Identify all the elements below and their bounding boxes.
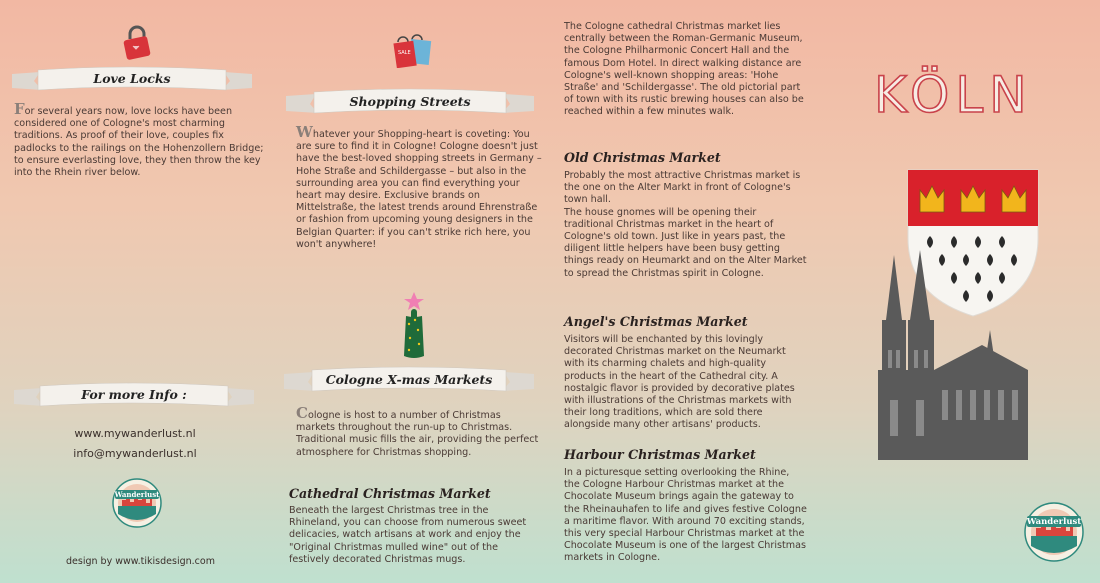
love-locks-body: or several years now, love locks have been considered one of Cologne's most charming traditions. As proof of their love, couples fix padlocks to the railings on the Hohenzollern Bridge; to ensure everlasting love, they then throw the key into the Rhein river below. — [14, 106, 264, 179]
love-locks-title: Love Locks — [93, 71, 171, 86]
xmas-body: ologne is host to a number of Christmas markets throughout the run-up to Christmas. Traditional music fills the air, providing the perfect atmosphere for Christmas shopping. — [296, 410, 539, 458]
logo-text: Wanderlust — [114, 490, 160, 499]
cathedral-illustration — [872, 250, 1032, 465]
love-locks-dropcap: F — [14, 100, 25, 118]
shopping-body: hatever your Shopping-heart is coveting: You are sure to find it in Cologne! Cologne doesn't just have the best-loved shopping streets in Germany – Hohe Straße and Schildergasse – but also in the surrounding area you can find everything your heart may desire. Exclusive brands on Mittelstraße, the latest trends around Ehrenstraße or fashion from upcoming young designers in the Belgian Quarter: if you can't strike rich here, you won't anywhere! — [296, 129, 542, 250]
old-market-title: Old Christmas Market — [564, 150, 721, 165]
angel-text: Visitors will be enchanted by this lovingly decorated Christmas market on the Neumarkt with its charming chalets and high-quality products in the heart of the Cathedral city. A nostalgic flavor is provided by decorative plates with illustrations of the Christmas markets with their long traditions, which are sold there alongside many other artisans' products. — [564, 334, 795, 431]
harbour-text: In a picturesque setting overlooking the Rhine, the Cologne Harbour Christmas market at the Chocolate Museum brings again the gateway to the Rheinauhafen to life and gives festive Cologne a maritime flavor. With around 70 exciting stands, this very special Harbour Christmas market at the Chocolate Museum is one of the largest Christmas markets in Cologne. — [564, 467, 807, 564]
email-link[interactable]: info@mywanderlust.nl — [73, 447, 197, 460]
more-info-ribbon — [14, 382, 254, 410]
love-locks-ribbon — [12, 66, 252, 94]
christmas-tree-icon — [398, 290, 430, 362]
shopping-dropcap: W — [296, 123, 313, 141]
shopping-text — [296, 123, 542, 251]
xmas-title: Cologne X-mas Markets — [325, 372, 493, 387]
wanderlust-logo — [112, 478, 162, 528]
more-info-title: For more Info : — [81, 387, 187, 402]
old-market-text: Probably the most attractive Christmas market is the one on the Alter Markt in front of Cologne's town hall. The house gnomes will be opening their traditional Christmas market in the heart of Cologne's old town. Just like in years past, the diligent little helpers have been busy getting things ready on Heumarkt and on the Alter Market to spread the Christmas spirit in Cologne. — [564, 170, 807, 279]
cathedral-text: Beneath the largest Christmas tree in the Rhineland, you can choose from numerous sweet delicacies, watch artisans at work and enjoy the "Original Christmas mulled wine" out of the festively decorated Christmas mugs. — [289, 505, 527, 565]
angel-title: Angel's Christmas Market — [564, 314, 748, 329]
xmas-dropcap: C — [296, 404, 308, 422]
cathedral-continued-text: The Cologne cathedral Christmas market lies centrally between the Roman-Germanic Museum, the Cologne Philharmonic Concert Hall and the famous Dom Hotel. In direct walking distance are Cologne's well-known shopping areas: 'Hohe Straße' and 'Schildergasse'. The old pictorial part of town with its rustic brewing houses can also be reached within a few minutes walk. — [564, 21, 804, 118]
cathedral-title: Cathedral Christmas Market — [289, 486, 491, 501]
xmas-text — [296, 404, 540, 459]
shopping-bags-icon — [392, 28, 436, 68]
logo-text-cover: Wanderlust — [1026, 517, 1082, 527]
harbour-title: Harbour Christmas Market — [564, 447, 756, 462]
wanderlust-logo-cover — [1024, 502, 1084, 562]
padlock-icon — [120, 24, 154, 60]
xmas-ribbon — [284, 366, 534, 394]
website-link[interactable]: www.mywanderlust.nl — [74, 427, 196, 440]
shopping-title: Shopping Streets — [349, 94, 471, 109]
design-credit: design by www.tikisdesign.com — [66, 556, 215, 567]
shopping-ribbon — [286, 88, 534, 116]
svg-text:SALE: SALE — [398, 50, 411, 56]
love-locks-text — [14, 100, 264, 179]
cover-title: KÖLN — [874, 66, 1033, 124]
